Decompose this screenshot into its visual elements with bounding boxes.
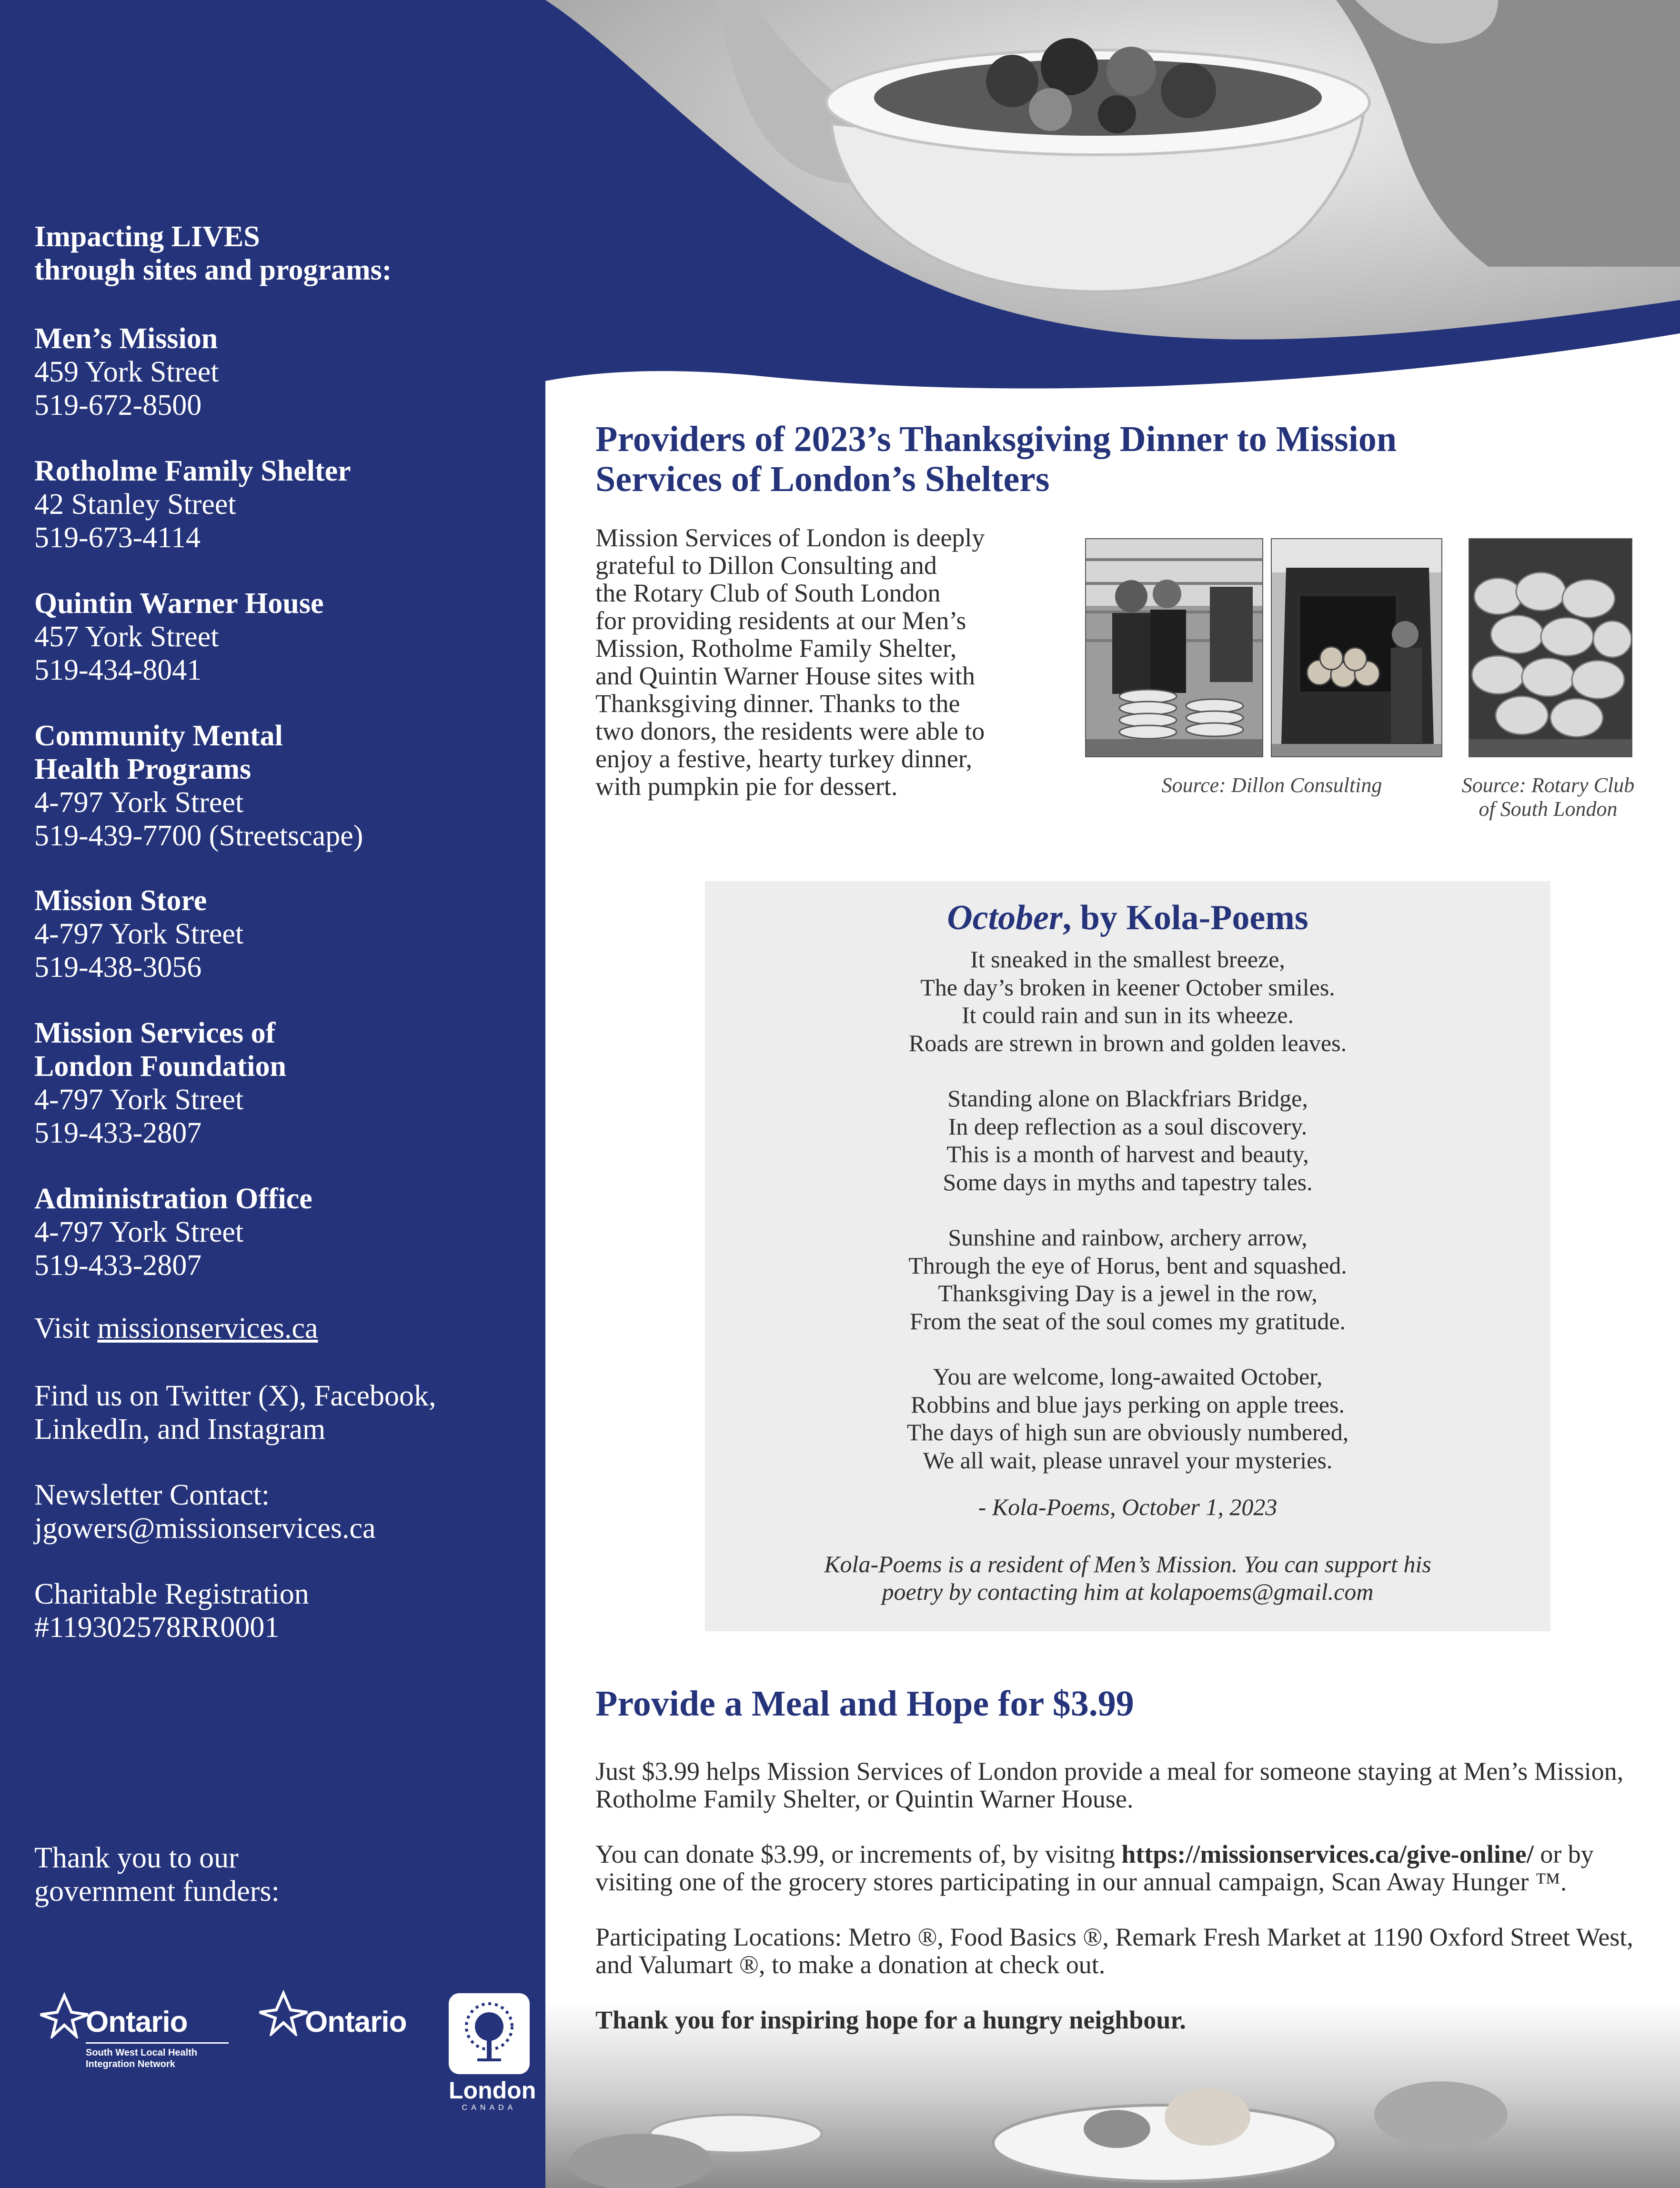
lhin-subtitle (86, 2047, 197, 2070)
site-foundation (34, 1016, 286, 1150)
poem-lines (705, 945, 1550, 1474)
site-name: Community Mental (34, 720, 283, 752)
photo-turkeys (1469, 539, 1631, 756)
site-address: 4-797 York Street (34, 1216, 244, 1248)
funders-thanks (34, 1841, 280, 1908)
article-body-line: two donors, the residents were able to (595, 717, 985, 745)
visit-prefix: Visit (34, 1312, 98, 1345)
charity-number: #119302578RR0001 (34, 1611, 280, 1644)
lhin-subtitle-line: Integration Network (86, 2059, 175, 2069)
meal-paragraph: Just $3.99 helps Mission Services of London provide a meal for someone staying at Men’s Mission, Rotholme Family Shelter, or Quintin Warner House. (595, 1757, 1624, 1813)
ontario-name: Ontario (305, 2006, 407, 2038)
social-text: LinkedIn, and Instagram (34, 1413, 326, 1445)
ontario-lhin-name: Ontario (86, 2006, 188, 2038)
meal-donate-paragraph (595, 1840, 1634, 1896)
site-quintin-warner (34, 587, 324, 687)
site-address: 4-797 York Street (34, 918, 244, 950)
poem-line: Some days in myths and tapestry tales. (943, 1168, 1313, 1195)
donate-suffix: or by visiting one of the grocery stores participating in our annual campaign, Scan Away Hunger ™. (595, 1840, 1594, 1896)
site-address: 4-797 York Street (34, 1084, 244, 1116)
poem-line: Sunshine and rainbow, archery arrow, (948, 1224, 1308, 1251)
site-address: 459 York Street (34, 356, 219, 388)
site-community-mental-health (34, 719, 363, 853)
lhin-subtitle-line: South West Local Health (86, 2047, 198, 2058)
poem-line: Through the eye of Horus, bent and squashed. (908, 1252, 1347, 1279)
london-sub: CANADA (462, 2104, 517, 2112)
london-logo (449, 1993, 536, 2112)
site-name: Administration Office (34, 1183, 312, 1215)
funders-text: Thank you to our (34, 1842, 239, 1874)
newsletter-email[interactable]: jgowers@missionservices.ca (34, 1512, 376, 1545)
rotary-photo (1469, 538, 1632, 757)
site-mens-mission (34, 322, 219, 422)
poem-line: From the seat of the soul comes my gratitude. (909, 1307, 1346, 1335)
logo-divider (86, 2042, 229, 2044)
site-mission-store (34, 884, 243, 984)
poem-line: The day’s broken in keener October smiles. (920, 974, 1335, 1001)
caption-rotary-line: Source: Rotary Club (1461, 773, 1635, 797)
site-phone: 519-433-2807 (34, 1117, 202, 1149)
social-text: Find us on Twitter (X), Facebook, (34, 1380, 436, 1412)
poem-line: Robbins and blue jays perking on apple trees. (911, 1391, 1345, 1418)
poem-line: The days of high sun are obviously numbered, (906, 1419, 1349, 1445)
article-title (595, 419, 1596, 499)
site-name: Rotholme Family Shelter (34, 455, 351, 487)
social-line (34, 1379, 436, 1446)
caption-dillon: Source: Dillon Consulting (1161, 773, 1382, 797)
poem-title-italic: October (947, 898, 1063, 937)
caption-rotary (1439, 773, 1658, 821)
photo-van-pies (1272, 539, 1441, 756)
donate-prefix: You can donate $3.99, or increments of, by visitng (595, 1840, 1122, 1868)
trillium-icon (257, 1988, 310, 2036)
newsletter-label: Newsletter Contact: (34, 1479, 270, 1511)
site-phone: 519-433-2807 (34, 1249, 202, 1282)
give-online-link[interactable]: https://missionservices.ca/give-online/ (1121, 1840, 1534, 1868)
article-body-line: with pumpkin pie for dessert. (595, 772, 898, 801)
caption-rotary-line: of South London (1479, 797, 1618, 821)
dillon-photo-2 (1271, 538, 1442, 757)
sidebar-intro-line: through sites and programs: (34, 254, 392, 286)
sidebar-intro-line: Impacting LIVES (34, 221, 260, 253)
poem-signature: - Kola-Poems, October 1, 2023 (978, 1494, 1278, 1520)
poem-note-line: poetry by contacting him at kolapoems@gmail.com (882, 1578, 1374, 1605)
site-address: 4-797 York Street (34, 786, 244, 819)
article-body-line: grateful to Dillon Consulting and (595, 551, 937, 580)
website-link[interactable]: missionservices.ca (97, 1312, 318, 1345)
poem-line: It sneaked in the smallest breeze, (970, 946, 1285, 973)
charitable-registration (34, 1577, 309, 1644)
newsletter-contact (34, 1478, 376, 1545)
meal-body (595, 1757, 1634, 2061)
poem-line: You are welcome, long-awaited October, (933, 1363, 1323, 1390)
poem-line: It could rain and sun in its wheeze. (961, 1002, 1294, 1028)
article-body-line: enjoy a festive, hearty turkey dinner, (595, 744, 973, 773)
article-body-line: Mission Services of London is deeply (595, 523, 985, 552)
site-phone: 519-672-8500 (34, 389, 202, 422)
stanza-gap (705, 1057, 1550, 1084)
site-phone: 519-439-7700 (Streetscape) (34, 820, 363, 852)
article-body-line: for providing residents at our Men’s (595, 606, 966, 635)
london-logo-box (449, 1993, 530, 2074)
site-name: Mission Store (34, 884, 207, 917)
poem-line: Standing alone on Blackfriars Bridge, (947, 1085, 1308, 1112)
site-rotholme (34, 454, 351, 554)
poem-line: Thanksgiving Day is a jewel in the row, (938, 1280, 1318, 1306)
site-phone: 519-434-8041 (34, 654, 202, 686)
stanza-gap (705, 1335, 1550, 1363)
site-address: 457 York Street (34, 621, 219, 653)
tree-icon (449, 1993, 530, 2074)
london-name: London (449, 2077, 536, 2104)
funders-text: government funders: (34, 1875, 280, 1907)
meal-paragraph: Participating Locations: Metro ®, Food Basics ®, Remark Fresh Market at 1190 Oxford Street West, and Valumart ®, to make a donation at check out. (595, 1923, 1633, 1979)
poem-line: Roads are strewn in brown and golden leaves. (908, 1029, 1347, 1056)
poem-line: In deep reflection as a soul discovery. (948, 1113, 1308, 1140)
site-phone: 519-673-4114 (34, 522, 201, 554)
sidebar-intro (34, 220, 392, 287)
article-body-line: the Rotary Club of South London (595, 579, 941, 607)
meal-title: Provide a Meal and Hope for $3.99 (595, 1684, 1134, 1724)
charity-label: Charitable Registration (34, 1578, 309, 1610)
poem-box (705, 881, 1550, 1631)
poem-title (705, 898, 1550, 938)
site-address: 42 Stanley Street (34, 488, 236, 521)
meal-thanks-text: Thank you for inspiring hope for a hungry neighbour. (595, 2006, 1186, 2034)
article-body (595, 524, 1091, 800)
dillon-photo-1 (1085, 538, 1263, 757)
visit-line (34, 1312, 318, 1345)
poem-title-rest: , by Kola-Poems (1062, 898, 1308, 937)
site-name: Health Programs (34, 753, 251, 785)
article-body-line: and Quintin Warner House sites with (595, 662, 976, 690)
poem-line: This is a month of harvest and beauty, (946, 1141, 1309, 1167)
article-title-line: Services of London’s Shelters (595, 459, 1050, 499)
photo-people-pies (1086, 539, 1262, 756)
poem-note-line: Kola-Poems is a resident of Men’s Mission. You can support his (824, 1551, 1431, 1577)
site-phone: 519-438-3056 (34, 951, 202, 984)
poem-line: We all wait, please unravel your mysteries. (923, 1446, 1333, 1474)
article-body-line: Mission, Rotholme Family Shelter, (595, 634, 957, 662)
site-name: Quintin Warner House (34, 587, 324, 620)
article-title-line: Providers of 2023’s Thanksgiving Dinner to Mission (595, 419, 1397, 459)
stanza-gap (705, 1196, 1550, 1224)
site-name: Men’s Mission (34, 322, 218, 355)
site-name: London Foundation (34, 1050, 286, 1083)
trillium-icon (38, 1991, 91, 2038)
header-wave (0, 0, 1680, 429)
article-body-line: Thanksgiving dinner. Thanks to the (595, 689, 960, 718)
meal-thanks (595, 2006, 1634, 2034)
poem-note (753, 1550, 1503, 1606)
site-name: Mission Services of (34, 1017, 276, 1049)
site-admin-office (34, 1182, 312, 1282)
